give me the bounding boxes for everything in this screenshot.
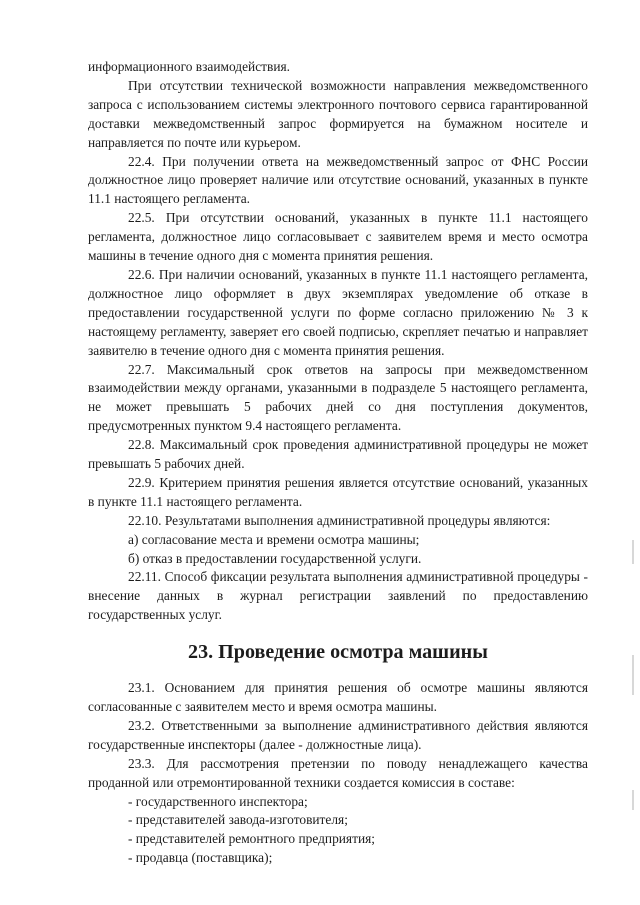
paragraph-22-4: 22.4. При получении ответа на межведомственный запрос от ФНС России должностное лицо проверяет наличие или отсутствие оснований, указанных в пункте 11.1 настоящего регламента. (88, 153, 588, 207)
paragraph-continuation: информационного взаимодействия. (88, 59, 290, 74)
list-item-b: б) отказ в предоставлении государственной услуги. (128, 550, 422, 566)
dash-item-seller: - продавца (поставщика); (128, 850, 273, 866)
paragraph-23-1: 23.1. Основанием для принятия решения об осмотре машины являются согласованные с заявителем место и время осмотра машины. (88, 680, 588, 714)
paragraph-22-7: 22.7. Максимальный срок ответов на запросы при межведомственном взаимодействии между органами, указанными в подразделе 5 настоящего регламента, не может превышать 5 рабочих дней со дня поступления документов, предусмотренных пунктом 9.4 настоящего регламента. (88, 361, 588, 434)
paragraph-23-3: 23.3. Для рассмотрения претензии по поводу ненадлежащего качества проданной или отремонтированной техники создается комиссия в составе: (88, 755, 588, 790)
paragraph-22-11: 22.11. Способ фиксации результата выполнения административной процедуры - внесение данных в журнал регистрации заявлений по предоставлению государственных услуг. (88, 569, 588, 623)
scan-edge-mark (632, 540, 634, 564)
dash-item-repair: - представителей ремонтного предприятия; (128, 831, 375, 847)
document-page (88, 58, 588, 868)
paragraph-22-6: 22.6. При наличии оснований, указанных в пункте 11.1 настоящего регламента, должностное лицо оформляет в двух экземплярах уведомление об отказе в предоставлении государственной услуги по форме согласно приложению № 3 к настоящему регламенту, заверяет его своей подписью, скрепляет печатью и направляет заявителю в течение одного дня с момента принятия решения. (88, 266, 588, 358)
scan-edge-mark (632, 790, 634, 810)
scan-edge-mark (632, 655, 634, 695)
paragraph-22-5: 22.5. При отсутствии оснований, указанных в пункте 11.1 настоящего регламента, должностное лицо согласовывает с заявителем время и место осмотра машины в течение одного дня с момента принятия решения. (88, 210, 588, 264)
paragraph-22-10: 22.10. Результатами выполнения административной процедуры являются: (128, 512, 551, 528)
paragraph-22-8: 22.8. Максимальный срок проведения административной процедуры не может превышать 5 рабочих дней. (88, 437, 588, 472)
paragraph-22-9: 22.9. Критерием принятия решения является отсутствие оснований, указанных в пункте 11.1 настоящего регламента. (88, 474, 588, 509)
paragraph-no-technical-possibility: При отсутствии технической возможности направления межведомственного запроса с использованием системы электронного почтового сервиса гарантированной доставки межведомственный запрос формируется на бумажном носителе и направляется по почте или курьером. (88, 77, 588, 150)
paragraph-23-2: 23.2. Ответственными за выполнение административного действия являются государственные инспекторы (далее - должностные лица). (88, 717, 588, 752)
dash-item-inspector: - государственного инспектора; (128, 793, 308, 809)
dash-item-manufacturer: - представителей завода-изготовителя; (128, 812, 348, 828)
section-heading: 23. Проведение осмотра машины (188, 641, 488, 664)
list-item-a: а) согласование места и времени осмотра машины; (128, 531, 420, 547)
